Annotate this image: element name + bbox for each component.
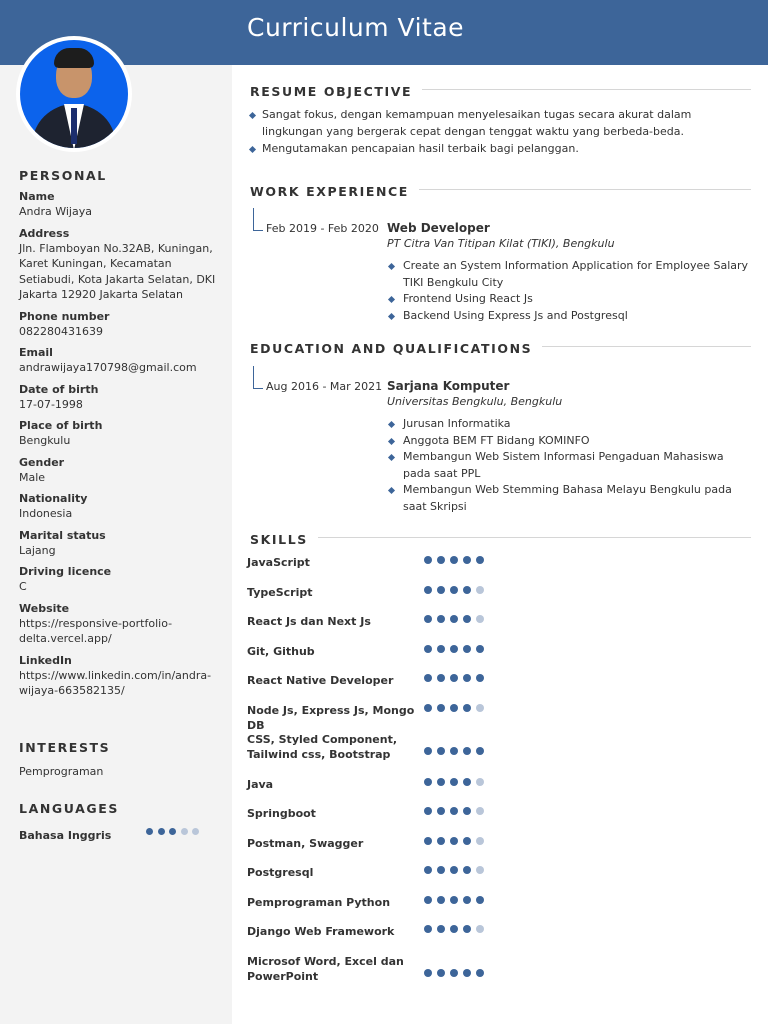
field-label: Nationality xyxy=(19,492,88,505)
personal-field xyxy=(19,189,224,220)
level-dot-filled xyxy=(463,586,471,594)
objective-heading xyxy=(250,81,751,97)
education-heading xyxy=(250,338,751,354)
level-dot-filled xyxy=(437,969,445,977)
field-label: Email xyxy=(19,346,53,359)
level-dot-filled xyxy=(450,615,458,623)
work-heading-text: WORK EXPERIENCE xyxy=(250,184,419,199)
field-label: Gender xyxy=(19,455,65,469)
field-value: 17-07-1998 xyxy=(19,397,83,411)
level-dot-filled xyxy=(424,925,432,933)
skills-list xyxy=(247,556,507,1005)
level-dot-filled xyxy=(424,586,432,594)
level-dot-empty xyxy=(476,837,484,845)
education-item: Membangun Web Sistem Informasi Pengaduan Mahasiswa pada saat PPL xyxy=(387,449,752,482)
skill-level xyxy=(424,778,489,797)
level-dot-filled xyxy=(450,586,458,594)
skill-name: React Native Developer xyxy=(247,674,394,687)
skill-name: CSS, Styled Component, Tailwind css, Bootstrap xyxy=(247,733,398,761)
field-label: Website xyxy=(19,601,70,615)
skill-name: Java xyxy=(247,777,274,791)
skill-level xyxy=(424,837,489,856)
education-org: Universitas Bengkulu, Bengkulu xyxy=(387,395,563,408)
skill-name: Django Web Framework xyxy=(247,925,395,938)
level-dot-filled xyxy=(463,674,471,682)
skill-level xyxy=(424,645,489,664)
level-dot-filled xyxy=(463,837,471,845)
field-label: Place of birth xyxy=(19,419,103,432)
level-dot-filled xyxy=(450,969,458,977)
level-dot-filled xyxy=(463,704,471,712)
field-label: Marital status xyxy=(19,528,106,542)
field-value: Jln. Flamboyan No.32AB, Kuningan, Karet Kuningan, Kecamatan Setiabudi, Kota Jakarta Selatan, DKI Jakarta 12920 Jakarta Selatan xyxy=(19,241,216,301)
skill-name: JavaScript xyxy=(247,556,310,569)
education-items xyxy=(387,416,752,515)
level-dot-empty xyxy=(476,925,484,933)
level-dot-filled xyxy=(476,645,484,653)
level-dot-filled xyxy=(450,807,458,815)
level-dot-empty xyxy=(181,828,188,835)
level-dot-filled xyxy=(424,807,432,815)
skill-level xyxy=(424,556,489,575)
level-dot-filled xyxy=(450,747,458,755)
level-dot-filled xyxy=(424,778,432,786)
personal-field xyxy=(19,528,224,559)
divider xyxy=(250,537,751,538)
field-value[interactable]: https://www.linkedin.com/in/andra-wijaya-663582135/ xyxy=(19,668,212,697)
personal-field xyxy=(19,382,224,413)
level-dot-empty xyxy=(476,866,484,874)
work-heading xyxy=(250,181,751,197)
skill-level xyxy=(424,747,489,766)
level-dot-filled xyxy=(463,969,471,977)
field-label: Driving licence xyxy=(19,565,112,578)
skill-level xyxy=(424,674,489,693)
level-dot-filled xyxy=(424,969,432,977)
level-dot-filled xyxy=(437,896,445,904)
field-label: Address xyxy=(19,226,70,240)
field-value[interactable]: https://responsive-portfolio-delta.vercel.app/ xyxy=(19,616,173,645)
level-dot-filled xyxy=(476,674,484,682)
skills-heading xyxy=(250,529,751,545)
level-dot-empty xyxy=(192,828,199,835)
interests-heading: INTERESTS xyxy=(19,740,111,755)
skill-name: Springboot xyxy=(247,807,316,820)
skills-heading-text: SKILLS xyxy=(250,532,318,547)
level-dot-filled xyxy=(450,866,458,874)
level-dot-filled xyxy=(450,645,458,653)
level-dot-empty xyxy=(476,807,484,815)
education-heading-text: EDUCATION AND QUALIFICATIONS xyxy=(250,341,542,356)
language-row xyxy=(19,824,214,842)
skill-name: Postman, Swagger xyxy=(247,836,364,850)
education-item: Jurusan Informatika xyxy=(387,416,752,433)
skill-name: React Js dan Next Js xyxy=(247,615,371,628)
interest-item: Pemprograman xyxy=(19,765,104,778)
level-dot-filled xyxy=(424,645,432,653)
level-dot-filled xyxy=(437,778,445,786)
timeline-marker xyxy=(253,366,263,389)
field-value: Indonesia xyxy=(19,507,73,520)
level-dot-filled xyxy=(437,704,445,712)
skill-name: Pemprograman Python xyxy=(247,895,391,909)
skill-level xyxy=(424,615,489,634)
level-dot-filled xyxy=(437,674,445,682)
level-dot-filled xyxy=(424,747,432,755)
skill-level xyxy=(424,807,489,826)
field-label: Phone number xyxy=(19,309,110,323)
skill-name: Git, Github xyxy=(247,644,315,658)
education-date: Aug 2016 - Mar 2021 xyxy=(266,380,383,393)
skill-level xyxy=(424,866,489,885)
level-dot-filled xyxy=(424,674,432,682)
work-item: Create an System Information Application for Employee Salary TIKI Bengkulu City xyxy=(387,258,752,291)
personal-field xyxy=(19,601,224,647)
level-dot-filled xyxy=(437,645,445,653)
level-dot-filled xyxy=(437,807,445,815)
level-dot-filled xyxy=(169,828,176,835)
level-dot-filled xyxy=(450,674,458,682)
level-dot-filled xyxy=(424,866,432,874)
level-dot-filled xyxy=(424,896,432,904)
education-item: Anggota BEM FT Bidang KOMINFO xyxy=(387,433,752,450)
field-value: 082280431639 xyxy=(19,324,103,338)
level-dot-filled xyxy=(463,556,471,564)
level-dot-filled xyxy=(463,778,471,786)
level-dot-filled xyxy=(450,556,458,564)
skill-name: Node Js, Express Js, Mongo DB xyxy=(247,703,415,732)
skill-name: TypeScript xyxy=(247,585,313,599)
level-dot-filled xyxy=(463,645,471,653)
level-dot-filled xyxy=(450,778,458,786)
personal-field xyxy=(19,345,224,376)
avatar xyxy=(20,40,128,148)
level-dot-filled xyxy=(463,615,471,623)
level-dot-filled xyxy=(437,556,445,564)
objective-list xyxy=(250,107,745,159)
personal-field xyxy=(19,491,224,522)
level-dot-filled xyxy=(437,615,445,623)
languages-heading: LANGUAGES xyxy=(19,801,120,816)
level-dot-empty xyxy=(476,586,484,594)
work-date: Feb 2019 - Feb 2020 xyxy=(266,222,379,235)
level-dot-filled xyxy=(476,896,484,904)
level-dot-filled xyxy=(463,866,471,874)
personal-heading: PERSONAL xyxy=(19,168,107,183)
objective-item: Mengutamakan pencapaian hasil terbaik bagi pelanggan. xyxy=(250,141,745,158)
level-dot-filled xyxy=(437,837,445,845)
work-title: Web Developer xyxy=(387,221,490,235)
profile-photo xyxy=(16,36,132,152)
objective-heading-text: RESUME OBJECTIVE xyxy=(250,84,422,99)
personal-field xyxy=(19,418,224,449)
level-dot-filled xyxy=(437,747,445,755)
skill-level xyxy=(424,704,489,723)
work-item: Frontend Using React Js xyxy=(387,291,752,308)
skill-level xyxy=(424,969,489,988)
field-value: Andra Wijaya xyxy=(19,205,92,218)
level-dot-filled xyxy=(476,969,484,977)
field-label: Date of birth xyxy=(19,382,99,396)
language-level xyxy=(146,828,204,847)
language-name: Bahasa Inggris xyxy=(19,829,112,842)
field-value: Male xyxy=(19,470,46,484)
level-dot-filled xyxy=(463,925,471,933)
skill-row xyxy=(247,954,507,1006)
personal-field xyxy=(19,564,224,595)
skill-level xyxy=(424,586,489,605)
level-dot-filled xyxy=(450,896,458,904)
level-dot-filled xyxy=(476,747,484,755)
personal-field xyxy=(19,309,224,340)
level-dot-filled xyxy=(450,837,458,845)
level-dot-filled xyxy=(463,896,471,904)
level-dot-filled xyxy=(146,828,153,835)
personal-field xyxy=(19,455,224,486)
timeline-marker xyxy=(253,208,263,231)
level-dot-filled xyxy=(437,925,445,933)
level-dot-filled xyxy=(424,615,432,623)
personal-field xyxy=(19,226,224,303)
work-org: PT Citra Van Titipan Kilat (TIKI), Bengkulu xyxy=(387,237,615,250)
work-item: Backend Using Express Js and Postgresql xyxy=(387,308,752,325)
skill-name: Microsof Word, Excel dan PowerPoint xyxy=(247,954,404,983)
level-dot-filled xyxy=(424,704,432,712)
level-dot-filled xyxy=(463,807,471,815)
objective-item: Sangat fokus, dengan kemampuan menyelesaikan tugas secara akurat dalam lingkungan yang bergerak cepat dengan tenggat waktu yang berbeda-beda. xyxy=(250,107,745,140)
level-dot-empty xyxy=(476,615,484,623)
field-value: Lajang xyxy=(19,543,56,557)
level-dot-filled xyxy=(424,837,432,845)
level-dot-filled xyxy=(450,925,458,933)
level-dot-empty xyxy=(476,704,484,712)
level-dot-filled xyxy=(437,586,445,594)
page-title: Curriculum Vitae xyxy=(247,13,465,42)
personal-field xyxy=(19,653,224,699)
level-dot-filled xyxy=(158,828,165,835)
level-dot-filled xyxy=(450,704,458,712)
personal-fields xyxy=(19,189,224,705)
skill-level xyxy=(424,925,489,944)
skill-level xyxy=(424,896,489,915)
level-dot-filled xyxy=(437,866,445,874)
photo-hair xyxy=(54,48,94,68)
skill-name: Postgresql xyxy=(247,866,314,879)
level-dot-filled xyxy=(463,747,471,755)
level-dot-filled xyxy=(476,556,484,564)
field-label: LinkedIn xyxy=(19,653,72,667)
level-dot-filled xyxy=(424,556,432,564)
field-value[interactable]: andrawijaya170798@gmail.com xyxy=(19,361,197,374)
field-label: Name xyxy=(19,190,55,203)
level-dot-empty xyxy=(476,778,484,786)
work-items xyxy=(387,258,752,324)
field-value: Bengkulu xyxy=(19,434,71,447)
photo-tie xyxy=(71,108,77,144)
education-item: Membangun Web Stemming Bahasa Melayu Bengkulu pada saat Skripsi xyxy=(387,482,752,515)
education-title: Sarjana Komputer xyxy=(387,379,510,393)
field-value: C xyxy=(19,580,27,593)
